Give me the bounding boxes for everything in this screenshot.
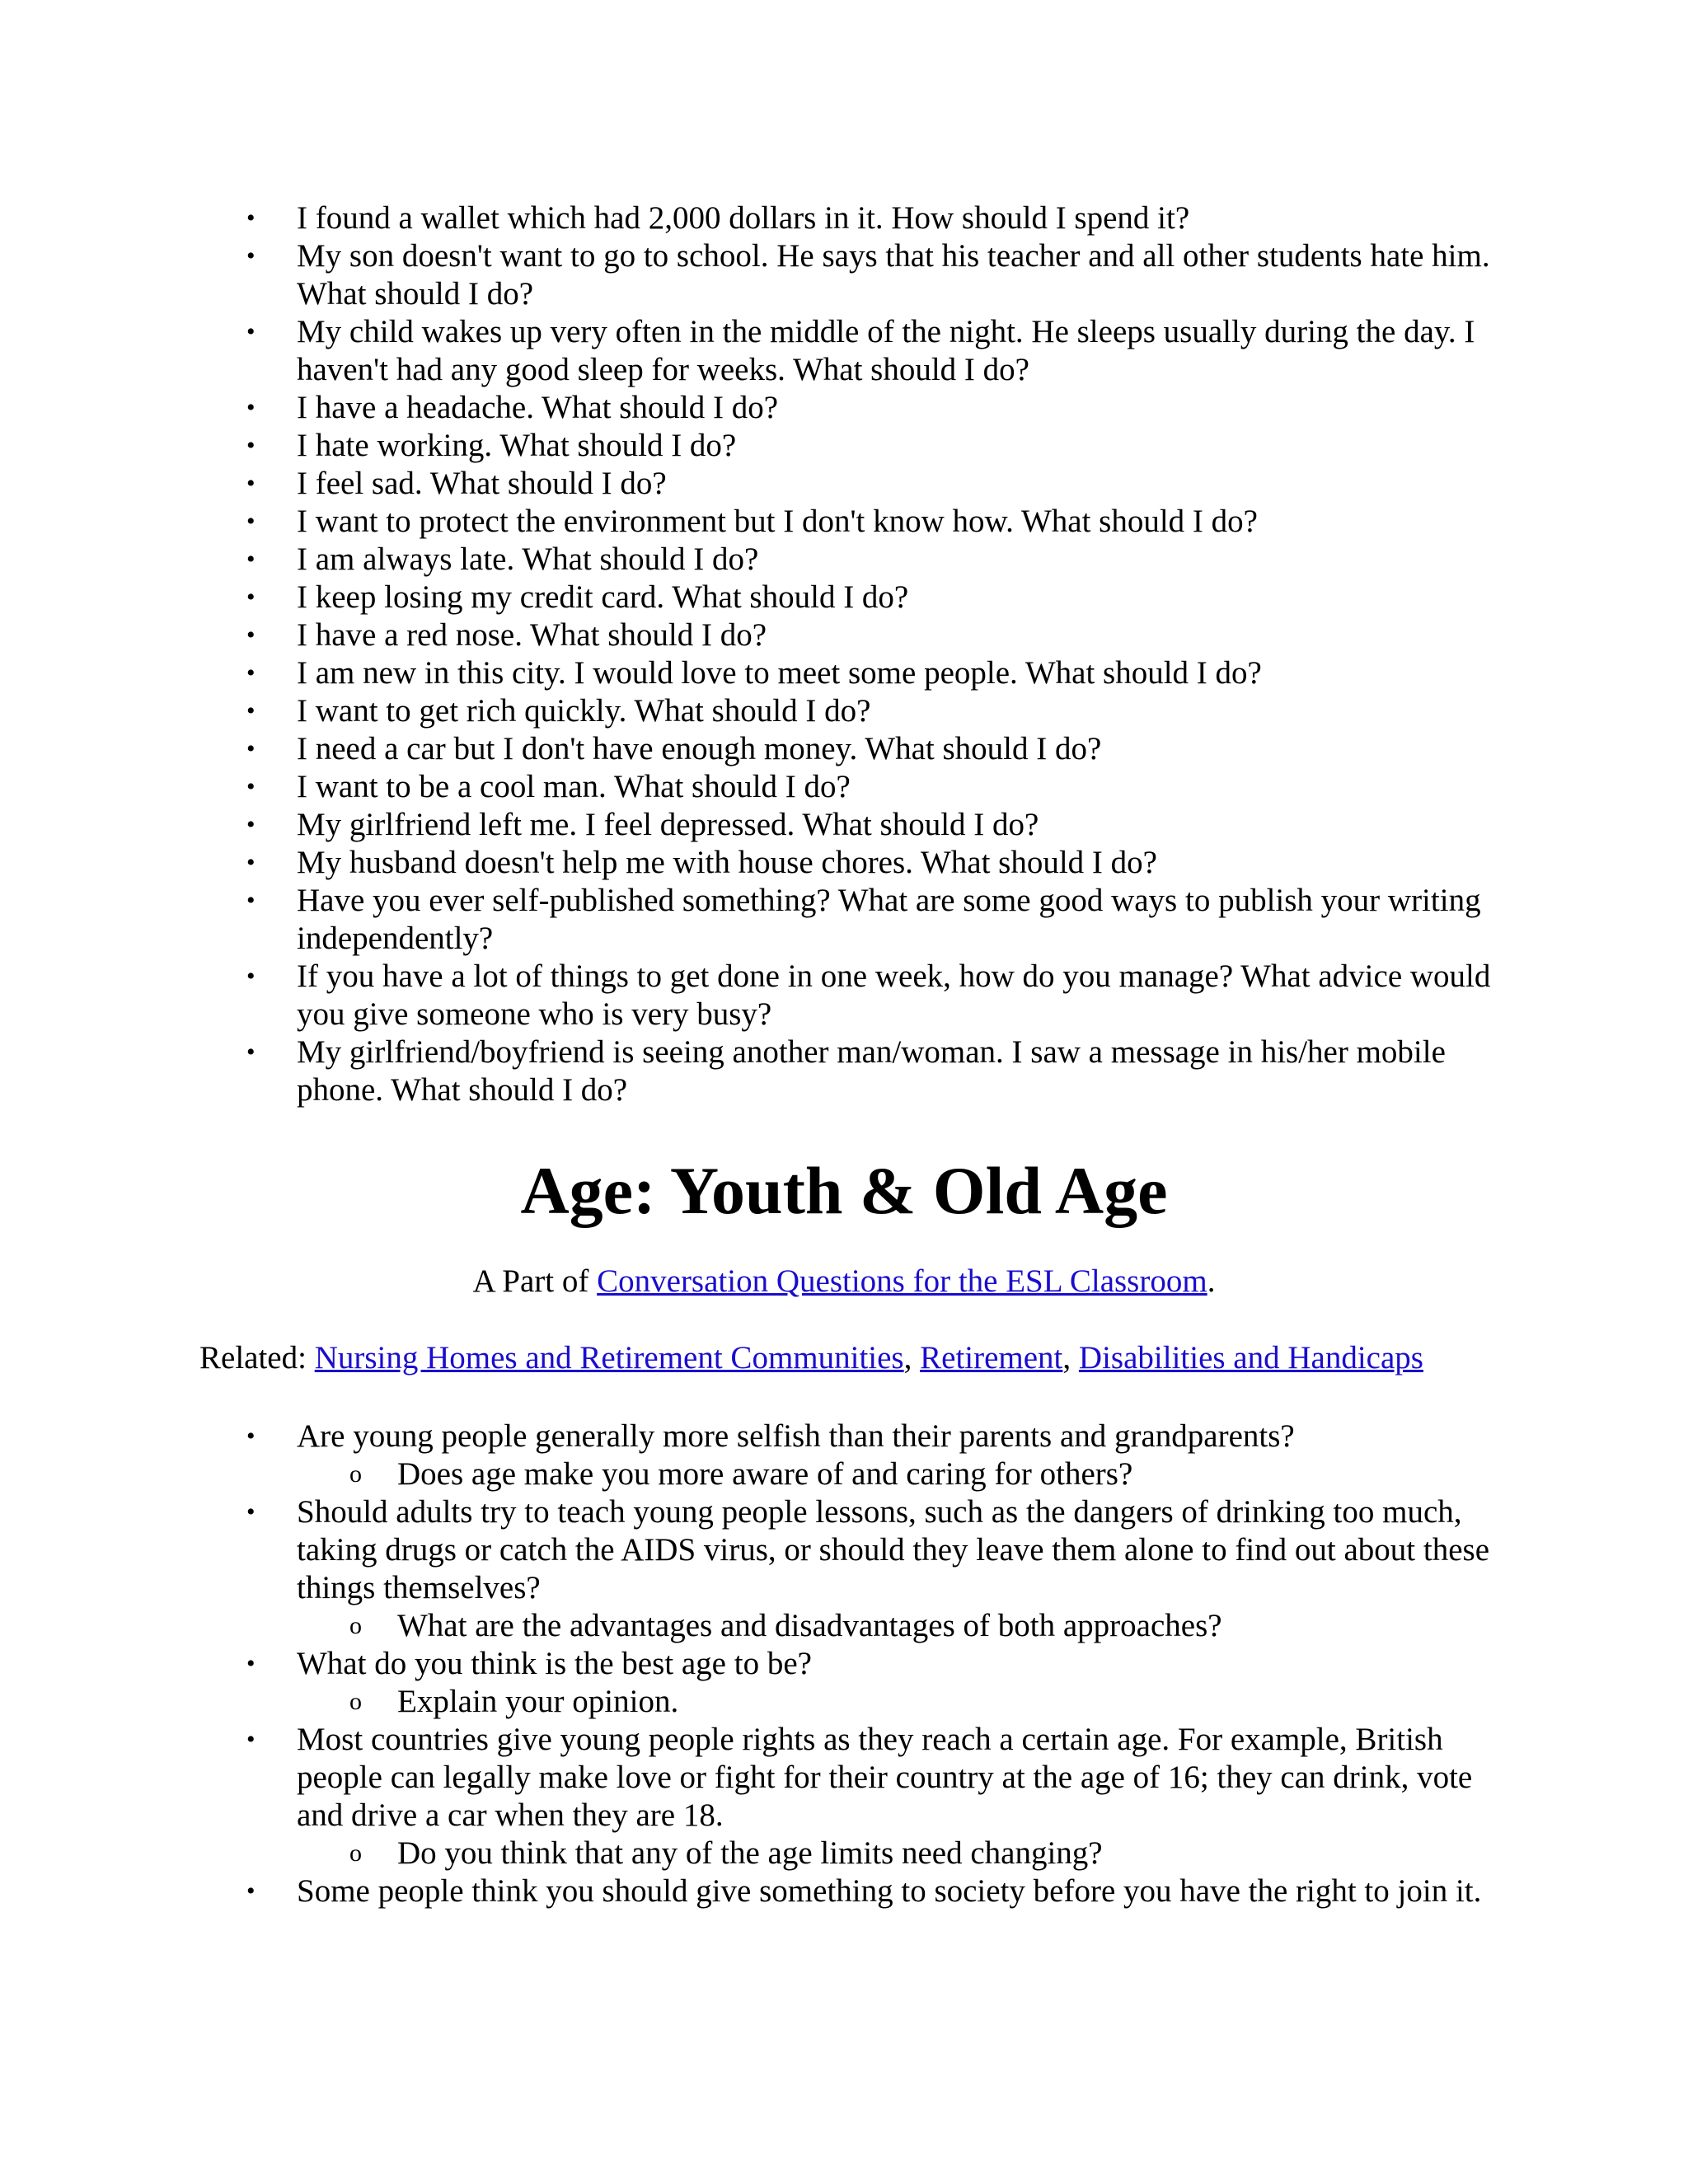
bullet-icon: • [246,432,256,459]
list-item [246,1721,1492,1872]
age-question-list [246,1418,1492,1910]
item-text: Most countries give young people rights as they reach a certain age. For example, British people can legally make love or fight for their country at the age of 16; they can drink, vote and drive a car when they are 18. [297,1722,1473,1833]
list-item [246,730,1492,768]
item-text: My son doesn't want to go to school. He says that his teacher and all other students hate him. What should I do? [297,238,1490,312]
item-text: Some people think you should give something to society before you have the right to join it. [297,1873,1482,1909]
item-text: I am always late. What should I do? [297,541,759,577]
bullet-icon: • [246,849,256,876]
item-text: Should adults try to teach young people lessons, such as the dangers of drinking too much, taking drugs or catch the AIDS virus, or should they leave them alone to find out about these things themselves? [297,1494,1490,1605]
list-item [246,503,1492,541]
list-item [246,806,1492,844]
item-text: I have a red nose. What should I do? [297,617,767,653]
part-of-line [0,1263,1688,1301]
page-title: Age: Youth & Old Age [520,1153,1168,1228]
item-text: Have you ever self-published something? What are some good ways to publish your writing independently? [297,883,1481,956]
related-separator: , [903,1340,921,1376]
item-text: My girlfriend left me. I feel depressed. What should I do? [297,807,1039,842]
bullet-icon: • [246,470,256,497]
sub-item-text: Do you think that any of the age limits need changing? [397,1835,1103,1871]
bullet-icon: • [246,887,256,914]
related-link-retirement[interactable]: Retirement [920,1340,1063,1376]
sub-item-text: Explain your opinion. [397,1684,679,1719]
sub-bullet-icon: o [349,1840,362,1867]
item-text: I feel sad. What should I do? [297,466,667,501]
advice-question-list [246,199,1492,1109]
bullet-icon: • [246,697,256,724]
list-item [246,427,1492,465]
sub-bullet-icon: o [349,1688,362,1715]
list-item [246,199,1492,237]
bullet-icon: • [246,1877,256,1905]
bullet-icon: • [246,811,256,838]
bullet-icon: • [246,394,256,421]
list-item [246,882,1492,958]
list-item [246,389,1492,427]
list-item [246,958,1492,1033]
conversation-questions-link[interactable]: Conversation Questions for the ESL Classroom [597,1263,1207,1299]
list-item [246,1033,1492,1109]
item-text: I hate working. What should I do? [297,428,737,463]
item-text: I want to be a cool man. What should I do? [297,769,851,804]
item-text: I am new in this city. I would love to meet some people. What should I do? [297,655,1262,691]
sub-list-item [349,1835,1485,1872]
sub-bullet-icon: o [349,1612,362,1639]
list-item [246,541,1492,579]
list-item [246,1645,1492,1721]
sub-item-text: What are the advantages and disadvantages of both approaches? [397,1608,1222,1643]
item-text: Are young people generally more selfish than their parents and grandparents? [297,1418,1295,1454]
sub-bullet-icon: o [349,1460,362,1488]
bullet-icon: • [246,735,256,762]
bullet-icon: • [246,963,256,990]
bullet-icon: • [246,204,256,232]
sub-list [349,1455,1485,1493]
bullet-icon: • [246,583,256,611]
related-line [199,1339,1535,1377]
part-of-prefix: A Part of [472,1263,598,1299]
sub-item-text: Does age make you more aware of and caring for others? [397,1456,1133,1492]
sub-list-item [349,1683,1485,1721]
list-item [246,313,1492,389]
bullet-icon: • [246,1038,256,1066]
item-text: I want to get rich quickly. What should I do? [297,693,871,729]
bullet-icon: • [246,1650,256,1677]
sub-list [349,1835,1485,1872]
item-text: My child wakes up very often in the middle of the night. He sleeps usually during the day. I haven't had any good sleep for weeks. What should I do? [297,314,1475,387]
item-text: I want to protect the environment but I don't know how. What should I do? [297,504,1258,539]
bullet-icon: • [246,773,256,800]
item-text: I have a headache. What should I do? [297,390,779,425]
list-item [246,1872,1492,1910]
sub-list [349,1607,1485,1645]
list-item [246,237,1492,313]
item-text: My husband doesn't help me with house chores. What should I do? [297,845,1157,880]
list-item [246,465,1492,503]
item-text: I need a car but I don't have enough money. What should I do? [297,731,1102,766]
related-link-disabilities[interactable]: Disabilities and Handicaps [1078,1340,1423,1376]
list-item [246,579,1492,616]
bullet-icon: • [246,318,256,345]
sub-list-item [349,1607,1485,1645]
sub-list [349,1683,1485,1721]
list-item [246,654,1492,692]
list-item [246,768,1492,806]
item-text: What do you think is the best age to be? [297,1646,812,1681]
item-text: My girlfriend/boyfriend is seeing another man/woman. I saw a message in his/her mobile phone. What should I do? [297,1034,1446,1108]
item-text: I keep losing my credit card. What should I do? [297,579,909,615]
list-item [246,616,1492,654]
related-label: Related: [199,1340,315,1376]
related-link-nursing-homes[interactable]: Nursing Homes and Retirement Communities [314,1340,904,1376]
bullet-icon: • [246,1498,256,1526]
bullet-icon: • [246,546,256,573]
bullet-icon: • [246,659,256,687]
related-separator: , [1062,1340,1079,1376]
list-item [246,1418,1492,1493]
bullet-icon: • [246,1726,256,1753]
item-text: If you have a lot of things to get done in one week, how do you manage? What advice would you give someone who is very busy? [297,958,1491,1032]
bullet-icon: • [246,508,256,535]
bullet-icon: • [246,242,256,269]
bullet-icon: • [246,1422,256,1450]
item-text: I found a wallet which had 2,000 dollars in it. How should I spend it? [297,200,1190,236]
part-of-suffix: . [1207,1263,1216,1299]
list-item [246,844,1492,882]
list-item [246,1493,1492,1645]
bullet-icon: • [246,621,256,649]
list-item [246,692,1492,730]
sub-list-item [349,1455,1485,1493]
